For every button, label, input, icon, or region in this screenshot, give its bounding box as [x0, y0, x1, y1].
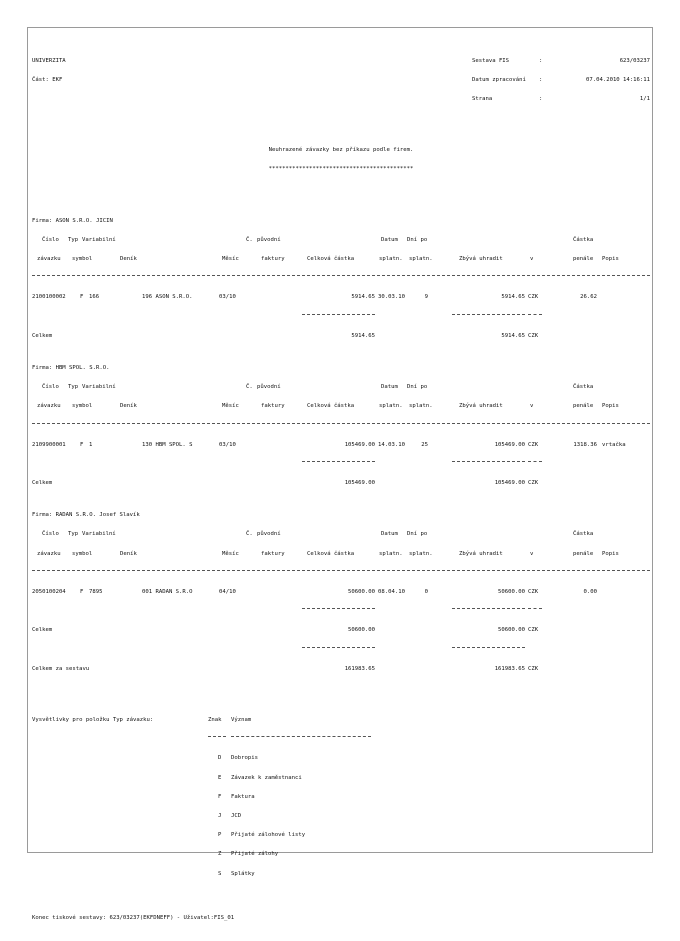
legend-text: Závazek k zaměstnanci	[231, 774, 302, 781]
report-footer: Konec tiskové sestavy: 623/03237(EKFDNEFF) - Uživatel:FIS_01	[32, 915, 235, 922]
col-splatn: splatn.	[379, 550, 403, 557]
legend-text: Přijaté zálohové listy	[231, 832, 306, 839]
cell-mesic: 03/10	[219, 441, 236, 448]
col-castka: Částka	[573, 531, 594, 538]
cell-datum: 08.04.10	[378, 588, 405, 595]
header-divider	[32, 423, 650, 429]
cell-penale: 1318.36	[573, 441, 597, 448]
title-stars: *******************************************	[268, 166, 414, 173]
legend-code: S	[218, 870, 222, 877]
col-variabilni: Variabilní	[82, 236, 116, 243]
col-v: v	[530, 550, 534, 557]
cell-penale: 26.62	[580, 294, 597, 301]
sum-celkem: 5914.65	[351, 332, 375, 339]
cell-cislo: 2050100204	[32, 588, 66, 595]
processed-value: 07.04.2010 14:16:11	[586, 76, 650, 83]
sum-celkem: 50600.00	[348, 627, 375, 634]
column-header-1	[32, 531, 650, 537]
legend-text: Dobropis	[231, 755, 258, 762]
col-cislo: Číslo	[42, 531, 59, 538]
legend-text: Přijaté zálohy	[231, 851, 279, 858]
sum-zbyva: 105469.00	[494, 480, 525, 487]
sum-zbyva: 5914.65	[501, 332, 525, 339]
col-dnipo: Dní po	[407, 236, 428, 243]
col-castka: Částka	[573, 384, 594, 391]
cell-popis: vrtačka	[602, 441, 626, 448]
sum-divider	[32, 608, 650, 614]
col-splatn: splatn.	[379, 256, 403, 263]
legend-text: JCD	[231, 813, 242, 819]
legend-divider	[32, 736, 650, 742]
sum-divider	[32, 314, 650, 320]
sum-row	[32, 480, 650, 486]
legend-col-vyznam: Význam	[231, 716, 252, 723]
legend-code: E	[218, 774, 222, 781]
header-divider	[32, 275, 650, 281]
cell-denik: 130 HBM SPOL. S	[142, 441, 193, 448]
cell-mesic: 04/10	[219, 588, 236, 595]
col-puvodni: původní	[257, 531, 281, 538]
col-c: Č.	[246, 384, 253, 391]
col-denik: Deník	[120, 403, 137, 410]
cell-cislo: 2109900001	[32, 441, 66, 448]
sum-label: Celkem	[32, 480, 53, 487]
col-penale: penále	[573, 550, 594, 557]
col-faktury: faktury	[261, 256, 285, 263]
sum-mena: CZK	[528, 480, 539, 487]
legend-item	[32, 755, 650, 761]
cell-zbyva: 105469.00	[494, 441, 525, 448]
cell-denik: 001 RADAN S.R.O	[142, 588, 193, 595]
col-datum: Datum	[381, 384, 398, 391]
cell-datum: 14.03.10	[378, 441, 405, 448]
col-puvodni: původní	[257, 236, 281, 243]
column-header-2	[32, 256, 650, 262]
cell-dni: 25	[421, 441, 428, 448]
legend-col-znak: Znak	[208, 716, 222, 723]
col-typ: Typ	[68, 531, 79, 538]
col-penale: penále	[573, 256, 594, 263]
col-faktury: faktury	[261, 550, 285, 557]
sum-label: Celkem	[32, 627, 53, 634]
cell-denik: 196 ASON S.R.O.	[142, 294, 193, 301]
cell-celkem: 105469.00	[344, 441, 375, 448]
legend-item	[32, 813, 650, 819]
report-page	[27, 27, 653, 922]
page-colon: :	[539, 96, 543, 103]
sum-row	[32, 627, 650, 633]
col-cislo: Číslo	[42, 384, 59, 391]
legend-item	[32, 794, 650, 800]
col-popis: Popis	[602, 256, 619, 263]
cell-mena: CZK	[528, 588, 539, 595]
header-divider	[32, 570, 650, 576]
legend-code: D	[218, 755, 222, 762]
grand-total-mena: CZK	[528, 665, 539, 672]
table-row	[32, 294, 650, 300]
col-castka: Částka	[573, 236, 594, 243]
col-c: Č.	[246, 236, 253, 243]
col-puvodni: původní	[257, 384, 281, 391]
legend-intro: Vysvětlivky pro položku Typ závazku:	[32, 716, 154, 723]
sum-celkem: 105469.00	[344, 480, 375, 487]
report-colon: :	[539, 57, 543, 64]
title-row	[32, 147, 650, 153]
table-row	[32, 589, 650, 595]
col-typ: Typ	[68, 384, 79, 391]
col-symbol: symbol	[72, 550, 93, 557]
page-value: 1/1	[639, 96, 650, 103]
col-denik: Deník	[120, 550, 137, 557]
col-datum: Datum	[381, 236, 398, 243]
col-celkova: Celková částka	[307, 256, 355, 263]
header-line-2	[32, 77, 650, 83]
col-datum: Datum	[381, 531, 398, 538]
col-splatn2: splatn.	[409, 403, 433, 410]
table-row	[32, 442, 650, 448]
page-label: Strana	[472, 96, 493, 103]
cell-typ: F	[80, 441, 84, 448]
col-c: Č.	[246, 531, 253, 538]
col-variabilni: Variabilní	[82, 384, 116, 391]
firm-name: Firma: RADAN S.R.O. Josef Slavík	[32, 512, 140, 519]
col-cislo: Číslo	[42, 236, 59, 243]
section-name: Část: EKF	[32, 76, 63, 83]
col-popis: Popis	[602, 550, 619, 557]
cell-dni: 9	[424, 294, 428, 301]
cell-cislo: 2100100002	[32, 294, 66, 301]
cell-mena: CZK	[528, 441, 539, 448]
legend-code: Z	[218, 851, 222, 858]
sum-divider	[32, 461, 650, 467]
grand-divider	[32, 647, 650, 653]
cell-vs: 1	[89, 441, 93, 448]
legend-header	[32, 717, 650, 723]
legend-code: J	[218, 813, 222, 819]
column-header-1	[32, 384, 650, 390]
cell-zbyva: 50600.00	[498, 588, 525, 595]
cell-mena: CZK	[528, 294, 539, 301]
footer-row	[32, 915, 650, 921]
legend-code: F	[218, 793, 222, 800]
report-content	[32, 32, 650, 941]
report-label: Sestava FIS	[472, 57, 510, 64]
grand-total-label: Celkem za sestavu	[32, 665, 90, 672]
col-splatn2: splatn.	[409, 550, 433, 557]
col-splatn: splatn.	[379, 403, 403, 410]
col-symbol: symbol	[72, 256, 93, 263]
sum-row	[32, 333, 650, 339]
title-underline	[32, 166, 650, 172]
legend-item	[32, 775, 650, 781]
sum-zbyva: 50600.00	[498, 627, 525, 634]
sum-mena: CZK	[528, 627, 539, 634]
grand-total-row	[32, 666, 650, 672]
sum-mena: CZK	[528, 332, 539, 339]
col-zavazku: závazku	[37, 403, 61, 410]
firm-name: Firma: HBM SPOL. S.R.O.	[32, 364, 110, 371]
col-zbyva: Zbývá uhradit	[459, 550, 503, 557]
col-dnipo: Dní po	[407, 531, 428, 538]
col-celkova: Celková částka	[307, 550, 355, 557]
legend-item	[32, 871, 650, 877]
cell-typ: F	[80, 294, 84, 301]
grand-total-celkem: 161983.65	[344, 665, 375, 672]
col-zbyva: Zbývá uhradit	[459, 256, 503, 263]
col-penale: penále	[573, 403, 594, 410]
col-symbol: symbol	[72, 403, 93, 410]
col-splatn2: splatn.	[409, 256, 433, 263]
column-header-2	[32, 551, 650, 557]
cell-datum: 30.03.10	[378, 294, 405, 301]
column-header-1	[32, 237, 650, 243]
col-zbyva: Zbývá uhradit	[459, 403, 503, 410]
col-zavazku: závazku	[37, 550, 61, 557]
cell-dni: 0	[424, 588, 428, 595]
sum-label: Celkem	[32, 332, 53, 339]
col-typ: Typ	[68, 236, 79, 243]
col-popis: Popis	[602, 403, 619, 410]
firm-name: Firma: ASON S.R.O. JICIN	[32, 217, 113, 224]
col-v: v	[530, 256, 534, 263]
cell-typ: F	[80, 588, 84, 595]
grand-total-zbyva: 161983.65	[494, 665, 525, 672]
col-v: v	[530, 403, 534, 410]
col-dnipo: Dní po	[407, 384, 428, 391]
header-line-1	[32, 58, 650, 64]
legend-code: P	[218, 832, 222, 839]
cell-zbyva: 5914.65	[501, 294, 525, 301]
legend-text: Splátky	[231, 870, 255, 877]
processed-colon: :	[539, 76, 543, 83]
cell-celkem: 50600.00	[348, 588, 375, 595]
legend-text: Faktura	[231, 793, 255, 800]
column-header-2	[32, 403, 650, 409]
cell-mesic: 03/10	[219, 294, 236, 301]
cell-vs: 7895	[89, 588, 103, 595]
col-celkova: Celková částka	[307, 403, 355, 410]
report-title: Neuhrazené závazky bez příkazu podle firem.	[268, 147, 414, 154]
cell-penale: 0.00	[583, 588, 597, 595]
header-line-3	[32, 96, 650, 102]
legend-item	[32, 851, 650, 857]
cell-vs: 166	[89, 294, 100, 301]
col-variabilni: Variabilní	[82, 531, 116, 538]
col-denik: Deník	[120, 256, 137, 263]
cell-celkem: 5914.65	[351, 294, 375, 301]
col-mesic: Měsíc	[222, 550, 239, 557]
report-id: 623/03237	[619, 57, 650, 64]
processed-label: Datum zpracování	[472, 76, 526, 83]
col-mesic: Měsíc	[222, 403, 239, 410]
legend-item	[32, 832, 650, 838]
col-mesic: Měsíc	[222, 256, 239, 263]
col-faktury: faktury	[261, 403, 285, 410]
org-name: UNIVERZITA	[32, 57, 66, 64]
col-zavazku: závazku	[37, 256, 61, 263]
